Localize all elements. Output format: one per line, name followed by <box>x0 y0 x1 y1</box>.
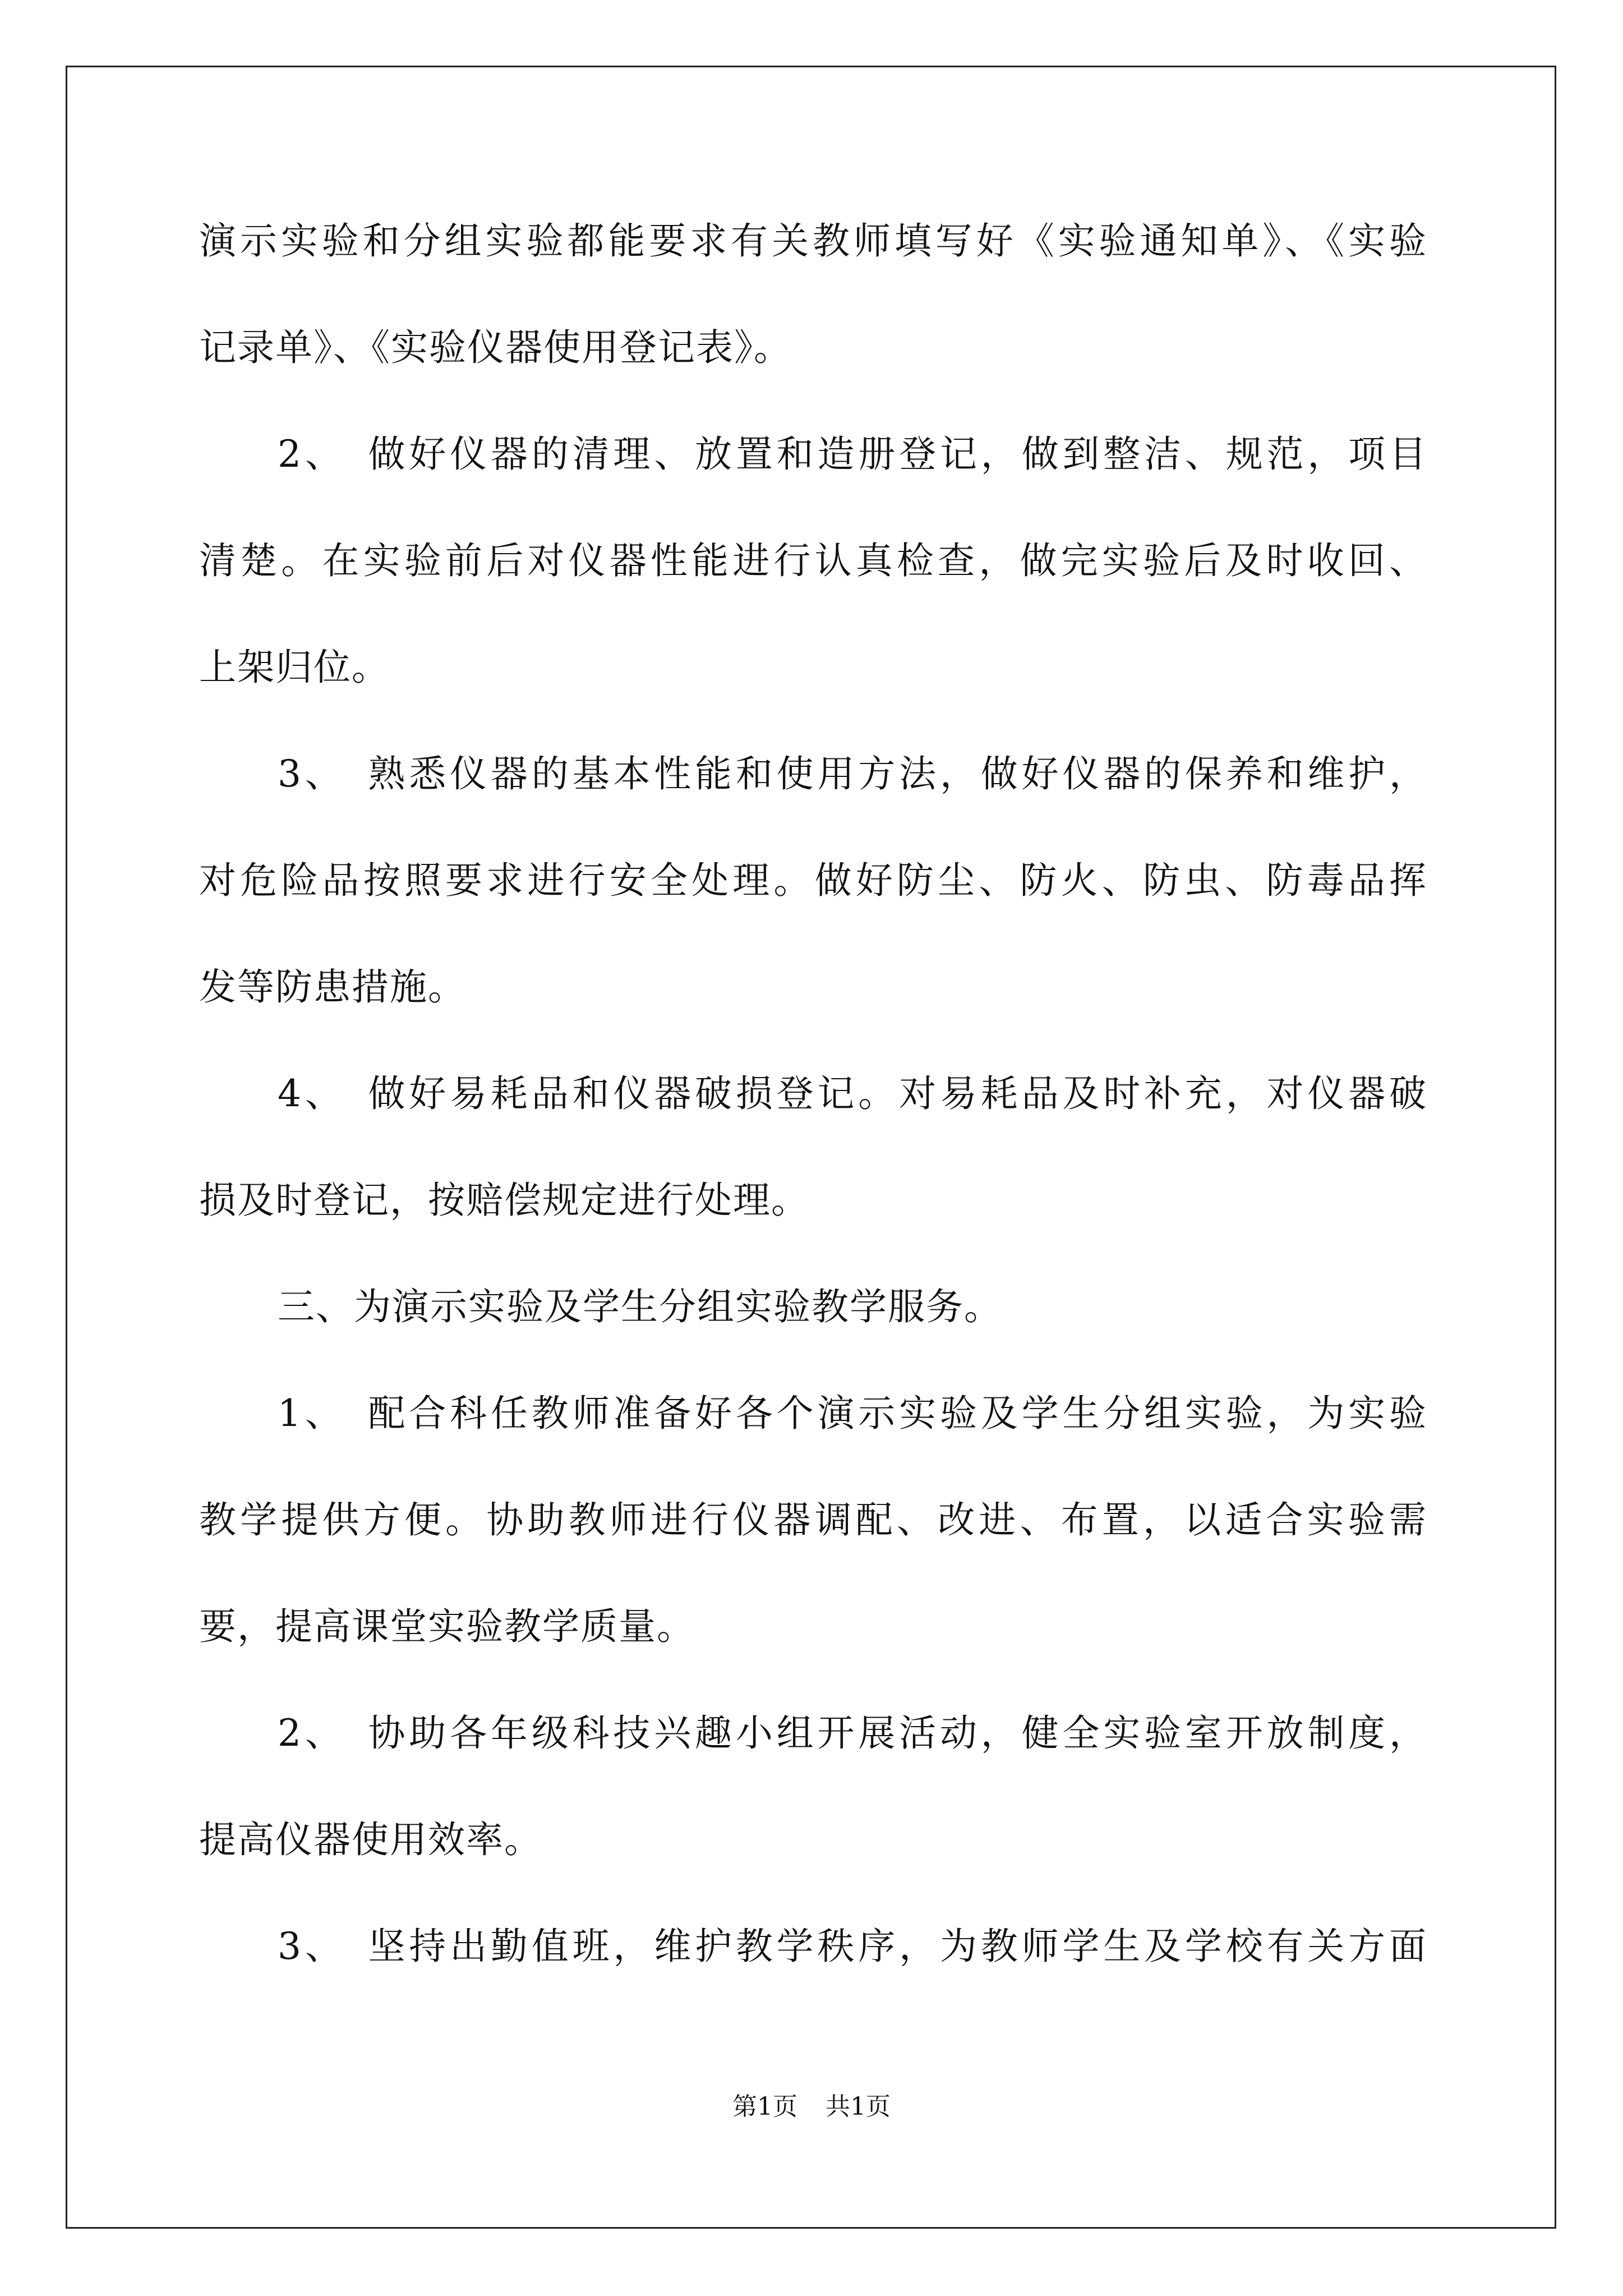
section-heading: 三、为演示实验及学生分组实验教学服务。 <box>278 1285 1002 1328</box>
text-line: 对危险品按照要求进行安全处理。做好防尘、防火、防虫、防毒品挥 <box>199 859 1427 902</box>
page-footer <box>0 2091 1623 2123</box>
text-line: 要，提高课堂实验教学质量。 <box>199 1605 695 1648</box>
text-line: 3、 坚持出勤值班，维护教学秩序，为教师学生及学校有关方面 <box>278 1925 1427 1968</box>
page-total: 共1页 <box>826 2092 891 2121</box>
text-line: 2、 做好仪器的清理、放置和造册登记，做到整洁、规范，项目 <box>278 432 1427 476</box>
page-number: 第1页 <box>732 2092 797 2121</box>
text-line: 上架归位。 <box>199 646 390 689</box>
page-border <box>66 66 1556 2229</box>
text-line: 提高仪器使用效率。 <box>199 1818 542 1861</box>
text-line: 1、 配合科任教师准备好各个演示实验及学生分组实验，为实验 <box>278 1392 1427 1435</box>
text-line: 发等防患措施。 <box>199 965 466 1009</box>
text-line: 2、 协助各年级科技兴趣小组开展活动，健全实验室开放制度， <box>278 1711 1427 1755</box>
text-line: 演示实验和分组实验都能要求有关教师填写好《实验通知单》、《实验 <box>199 219 1427 263</box>
text-line: 损及时登记，按赔偿规定进行处理。 <box>199 1179 809 1222</box>
text-line: 4、 做好易耗品和仪器破损登记。对易耗品及时补充，对仪器破 <box>278 1072 1427 1115</box>
text-line: 教学提供方便。协助教师进行仪器调配、改进、布置，以适合实验需 <box>199 1498 1427 1542</box>
text-line: 3、 熟悉仪器的基本性能和使用方法，做好仪器的保养和维护， <box>278 752 1427 795</box>
text-line: 记录单》、《实验仪器使用登记表》。 <box>199 326 792 369</box>
text-line: 清楚。在实验前后对仪器性能进行认真检查，做完实验后及时收回、 <box>199 539 1427 582</box>
